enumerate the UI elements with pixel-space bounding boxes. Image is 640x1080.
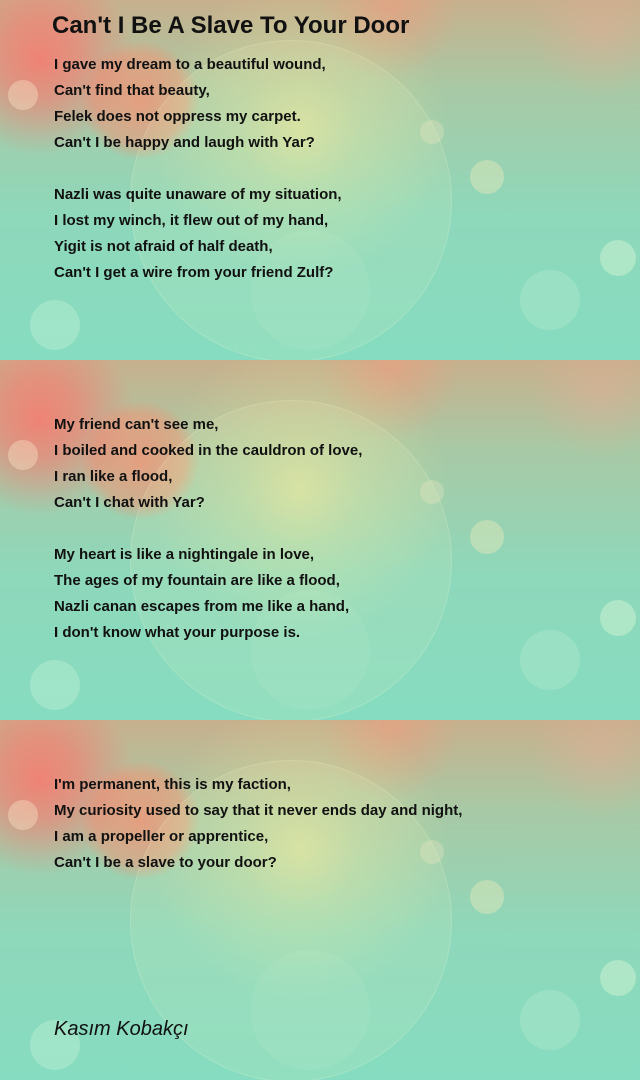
bokeh-circle: [470, 160, 504, 194]
poem-line: I gave my dream to a beautiful wound,: [54, 56, 326, 73]
bokeh-circle: [520, 990, 580, 1050]
poem-line: I'm permanent, this is my faction,: [54, 776, 291, 793]
poem-line: Can't find that beauty,: [54, 82, 210, 99]
poem-line: The ages of my fountain are like a flood,: [54, 572, 340, 589]
bokeh-circle: [30, 300, 80, 350]
poem-line: Felek does not oppress my carpet.: [54, 108, 301, 125]
stanza: [54, 182, 342, 286]
poem-line: Can't I get a wire from your friend Zulf?: [54, 264, 334, 281]
poem-line: Nazli was quite unaware of my situation,: [54, 186, 342, 203]
bokeh-circle: [520, 270, 580, 330]
stanza: [54, 772, 462, 876]
poem-line: Can't I chat with Yar?: [54, 494, 205, 511]
poem-card-page-1: [0, 0, 640, 360]
bokeh-circle: [470, 880, 504, 914]
bokeh-circle: [470, 520, 504, 554]
poem-line: I am a propeller or apprentice,: [54, 828, 269, 845]
bokeh-circle: [520, 630, 580, 690]
bokeh-circle: [420, 120, 444, 144]
poem-line: Can't I be a slave to your door?: [54, 854, 277, 871]
bokeh-circle: [420, 480, 444, 504]
bokeh-circle: [30, 660, 80, 710]
bokeh-circle: [8, 800, 38, 830]
bokeh-circle: [600, 240, 636, 276]
bokeh-circle: [600, 600, 636, 636]
bokeh-circle: [8, 440, 38, 470]
poem-card-page-2: [0, 360, 640, 720]
poem-line: I ran like a flood,: [54, 468, 173, 485]
bokeh-circle: [8, 80, 38, 110]
poem-line: I lost my winch, it flew out of my hand,: [54, 212, 329, 229]
poem-card-page-3: [0, 720, 640, 1080]
poem-author: Kasım Kobakçı: [54, 1018, 189, 1040]
poem-line: I boiled and cooked in the cauldron of love,: [54, 442, 363, 459]
poem-line: Nazli canan escapes from me like a hand,: [54, 598, 350, 615]
stanza: [54, 412, 362, 516]
stanza: [54, 542, 349, 646]
poem-line: Can't I be happy and laugh with Yar?: [54, 134, 315, 151]
poem-title: Can't I Be A Slave To Your Door: [52, 12, 410, 39]
poem-line: My curiosity used to say that it never ends day and night,: [54, 802, 463, 819]
poem-line: Yigit is not afraid of half death,: [54, 238, 273, 255]
poem-line: My heart is like a nightingale in love,: [54, 546, 315, 563]
poem-line: My friend can't see me,: [54, 416, 219, 433]
poem-line: I don't know what your purpose is.: [54, 624, 301, 641]
bokeh-circle: [250, 950, 370, 1070]
stanza: [54, 52, 326, 156]
bokeh-circle: [600, 960, 636, 996]
